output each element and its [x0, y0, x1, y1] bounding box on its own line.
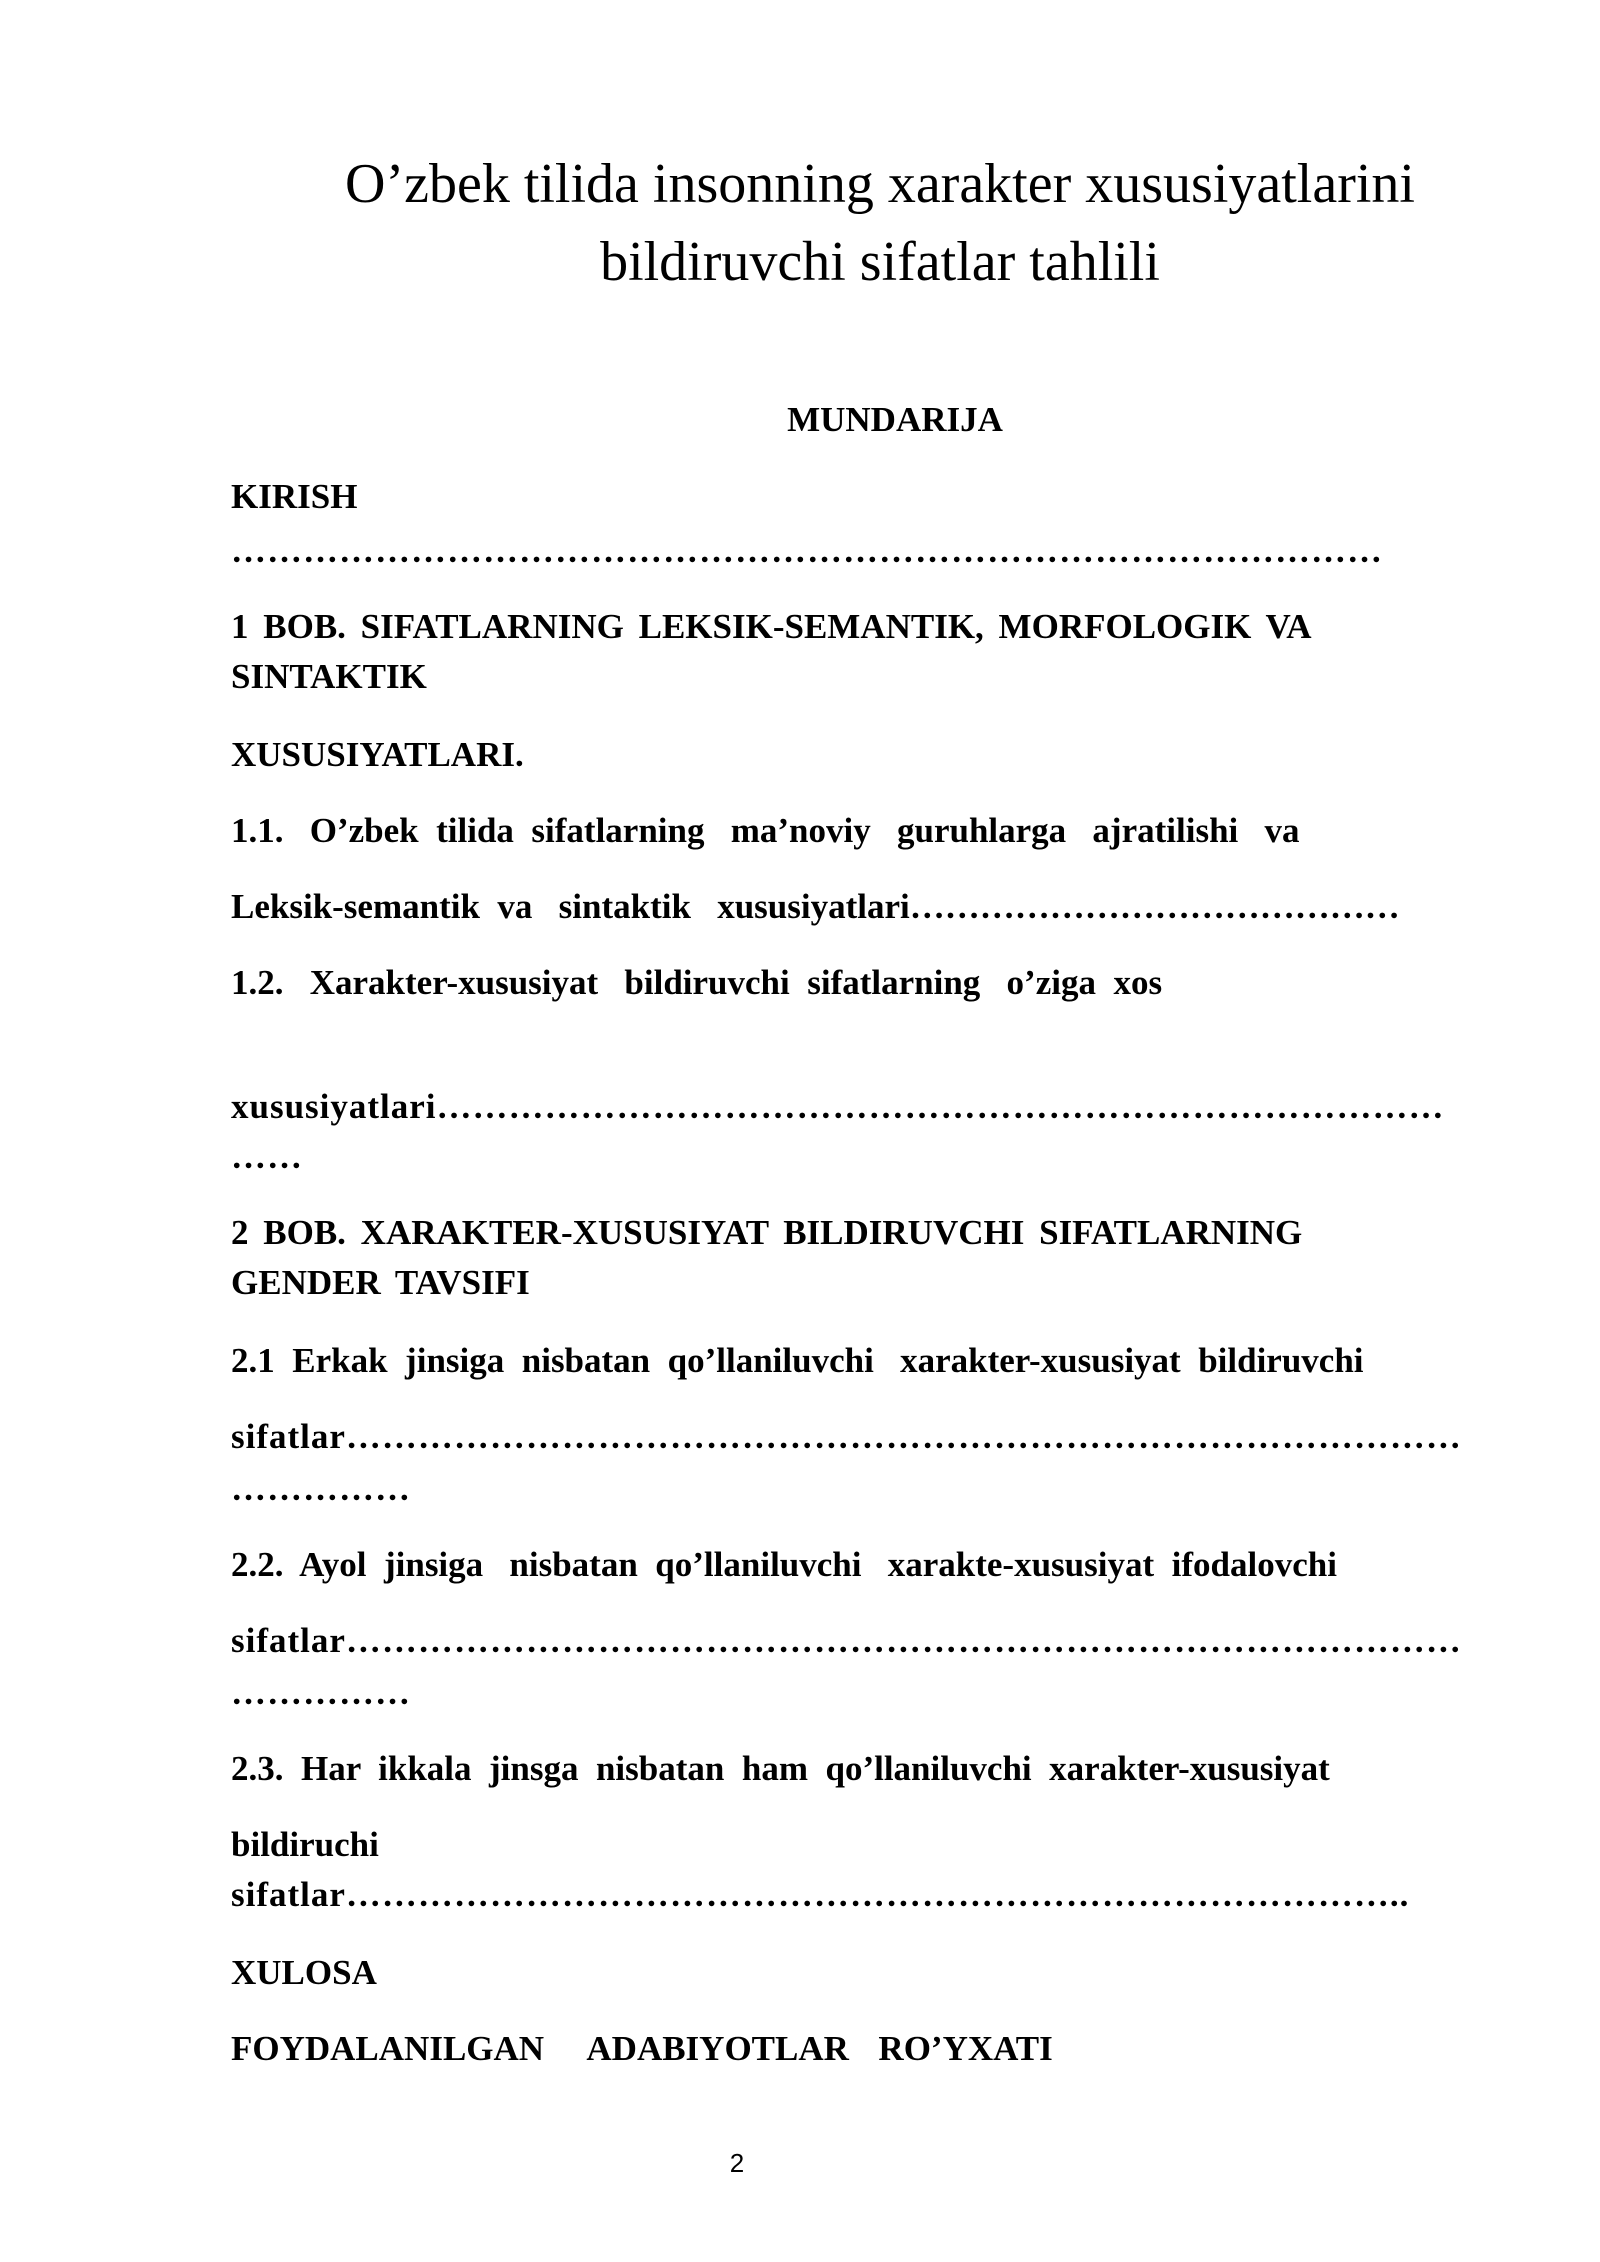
toc-section-2-2-cont: sifatlar…………………………………………………………………………………: [231, 1621, 1462, 1660]
toc-dots: ……………: [231, 1673, 411, 1712]
toc-chapter-1-cont: SINTAKTIK: [231, 657, 427, 696]
toc-section-1-1: 1.1. O’zbek tilida sifatlarning ma’noviy guruhlarga ajratilishi va: [231, 811, 1300, 850]
page-number: 2: [729, 2148, 745, 2178]
toc-section-2-2: 2.2. Ayol jinsiga nisbatan qo’llaniluvchi xarakte-xususiyat ifodalovchi: [231, 1545, 1337, 1584]
document-title: [230, 145, 1530, 301]
toc-section-2-3: 2.3. Har ikkala jinsga nisbatan ham qo’llaniluvchi xarakter-xususiyat: [231, 1749, 1330, 1788]
title-line-1: O’zbek tilida insonning xarakter xususiyatlarini: [345, 153, 1415, 215]
toc-section-2-1: 2.1 Erkak jinsiga nisbatan qo’llaniluvchi xarakter-xususiyat bildiruvchi: [231, 1341, 1364, 1380]
toc-section-1-2: 1.2. Xarakter-xususiyat bildiruvchi sifatlarning o’ziga xos: [231, 963, 1163, 1002]
toc-section-2-1-cont: sifatlar…………………………………………………………………………………: [231, 1417, 1462, 1456]
toc-entry-kirish: KIRISH: [231, 477, 358, 516]
toc-entry-bibliography: FOYDALANILGAN ADABIYOTLAR RO’YXATI: [231, 2029, 1053, 2068]
title-line-2: bildiruvchi sifatlar tahlili: [600, 231, 1160, 293]
toc-heading: MUNDARIJA: [787, 400, 1003, 439]
toc-section-1-1-cont: Leksik-semantik va sintaktik xususiyatlari……………………………………: [231, 887, 1400, 926]
toc-chapter-2: 2 BOB. XARAKTER-XUSUSIYAT BILDIRUVCHI SIFATLARNING: [231, 1213, 1303, 1252]
toc-dots: ……………………………………………………………………………………: [231, 531, 1383, 570]
toc-dots: ……………: [231, 1469, 411, 1508]
toc-chapter-1: 1 BOB. SIFATLARNING LEKSIK-SEMANTIK, MORFOLOGIK VA: [231, 607, 1312, 646]
toc-section-2-3-cont: bildiruchi: [231, 1825, 379, 1864]
toc-dots: ……: [231, 1137, 303, 1176]
toc-chapter-2-cont: GENDER TAVSIFI: [231, 1263, 530, 1302]
toc-section-1-2-cont: xususiyatlari…………………………………………………………………………: [231, 1087, 1445, 1126]
toc-chapter-1-cont-2: XUSUSIYATLARI.: [231, 735, 524, 774]
toc-entry-xulosa: XULOSA: [231, 1953, 377, 1992]
toc-section-2-3-cont-2: sifatlar……………………………………………………………………………..: [231, 1875, 1410, 1914]
